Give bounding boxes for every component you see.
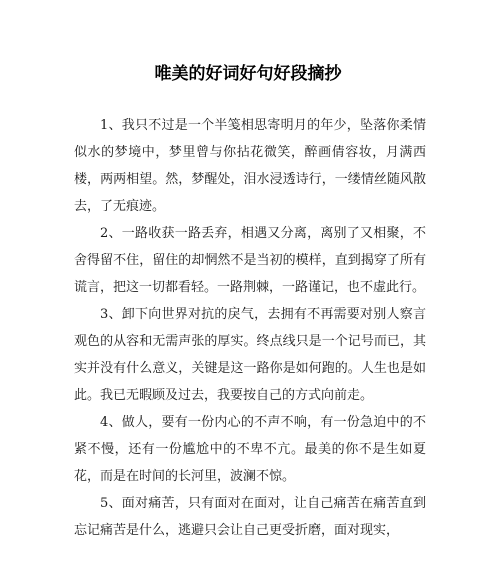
paragraph-4: 4、做人，要有一份内心的不声不响，有一份急迫中的不紧不慢，还有一份尴尬中的不卑不亢。最美的你不是生如夏花，而是在时间的长河里，波澜不惊。 <box>74 415 426 484</box>
document-body <box>74 112 426 544</box>
document-title: 唯美的好词好句好段摘抄 <box>154 64 342 84</box>
paragraph-2: 2、一路收获一路丢弃，相遇又分离，离别了又相聚，不舍得留不住，留住的却惘然不是当初的模样，直到揭穿了所有谎言，把这一切都看轻。一路荆棘，一路谨记，也不虚此行。 <box>74 226 426 295</box>
paragraph-5: 5、面对痛苦，只有面对在面对，让自己痛苦在痛苦直到忘记痛苦是什么，逃避只会让自己更受折磨，面对现实， <box>74 496 426 538</box>
paragraph-3: 3、卸下向世界对抗的戾气，去拥有不再需要对别人察言观色的从容和无需声张的厚实。终点线只是一个记号而已，其实并没有什么意义，关键是这一路你是如何跑的。人生也是如此。我已无暇顾及过去，我要按自己的方式向前走。 <box>74 307 426 403</box>
paragraph-1: 1、我只不过是一个半笺相思寄明月的年少，坠落你柔情似水的梦境中，梦里曾与你拈花微笑，醉画倩容妆，月满西楼，两两相望。然，梦醒处，泪水浸透诗行，一缕情丝随风散去，了无痕迹。 <box>74 118 426 214</box>
